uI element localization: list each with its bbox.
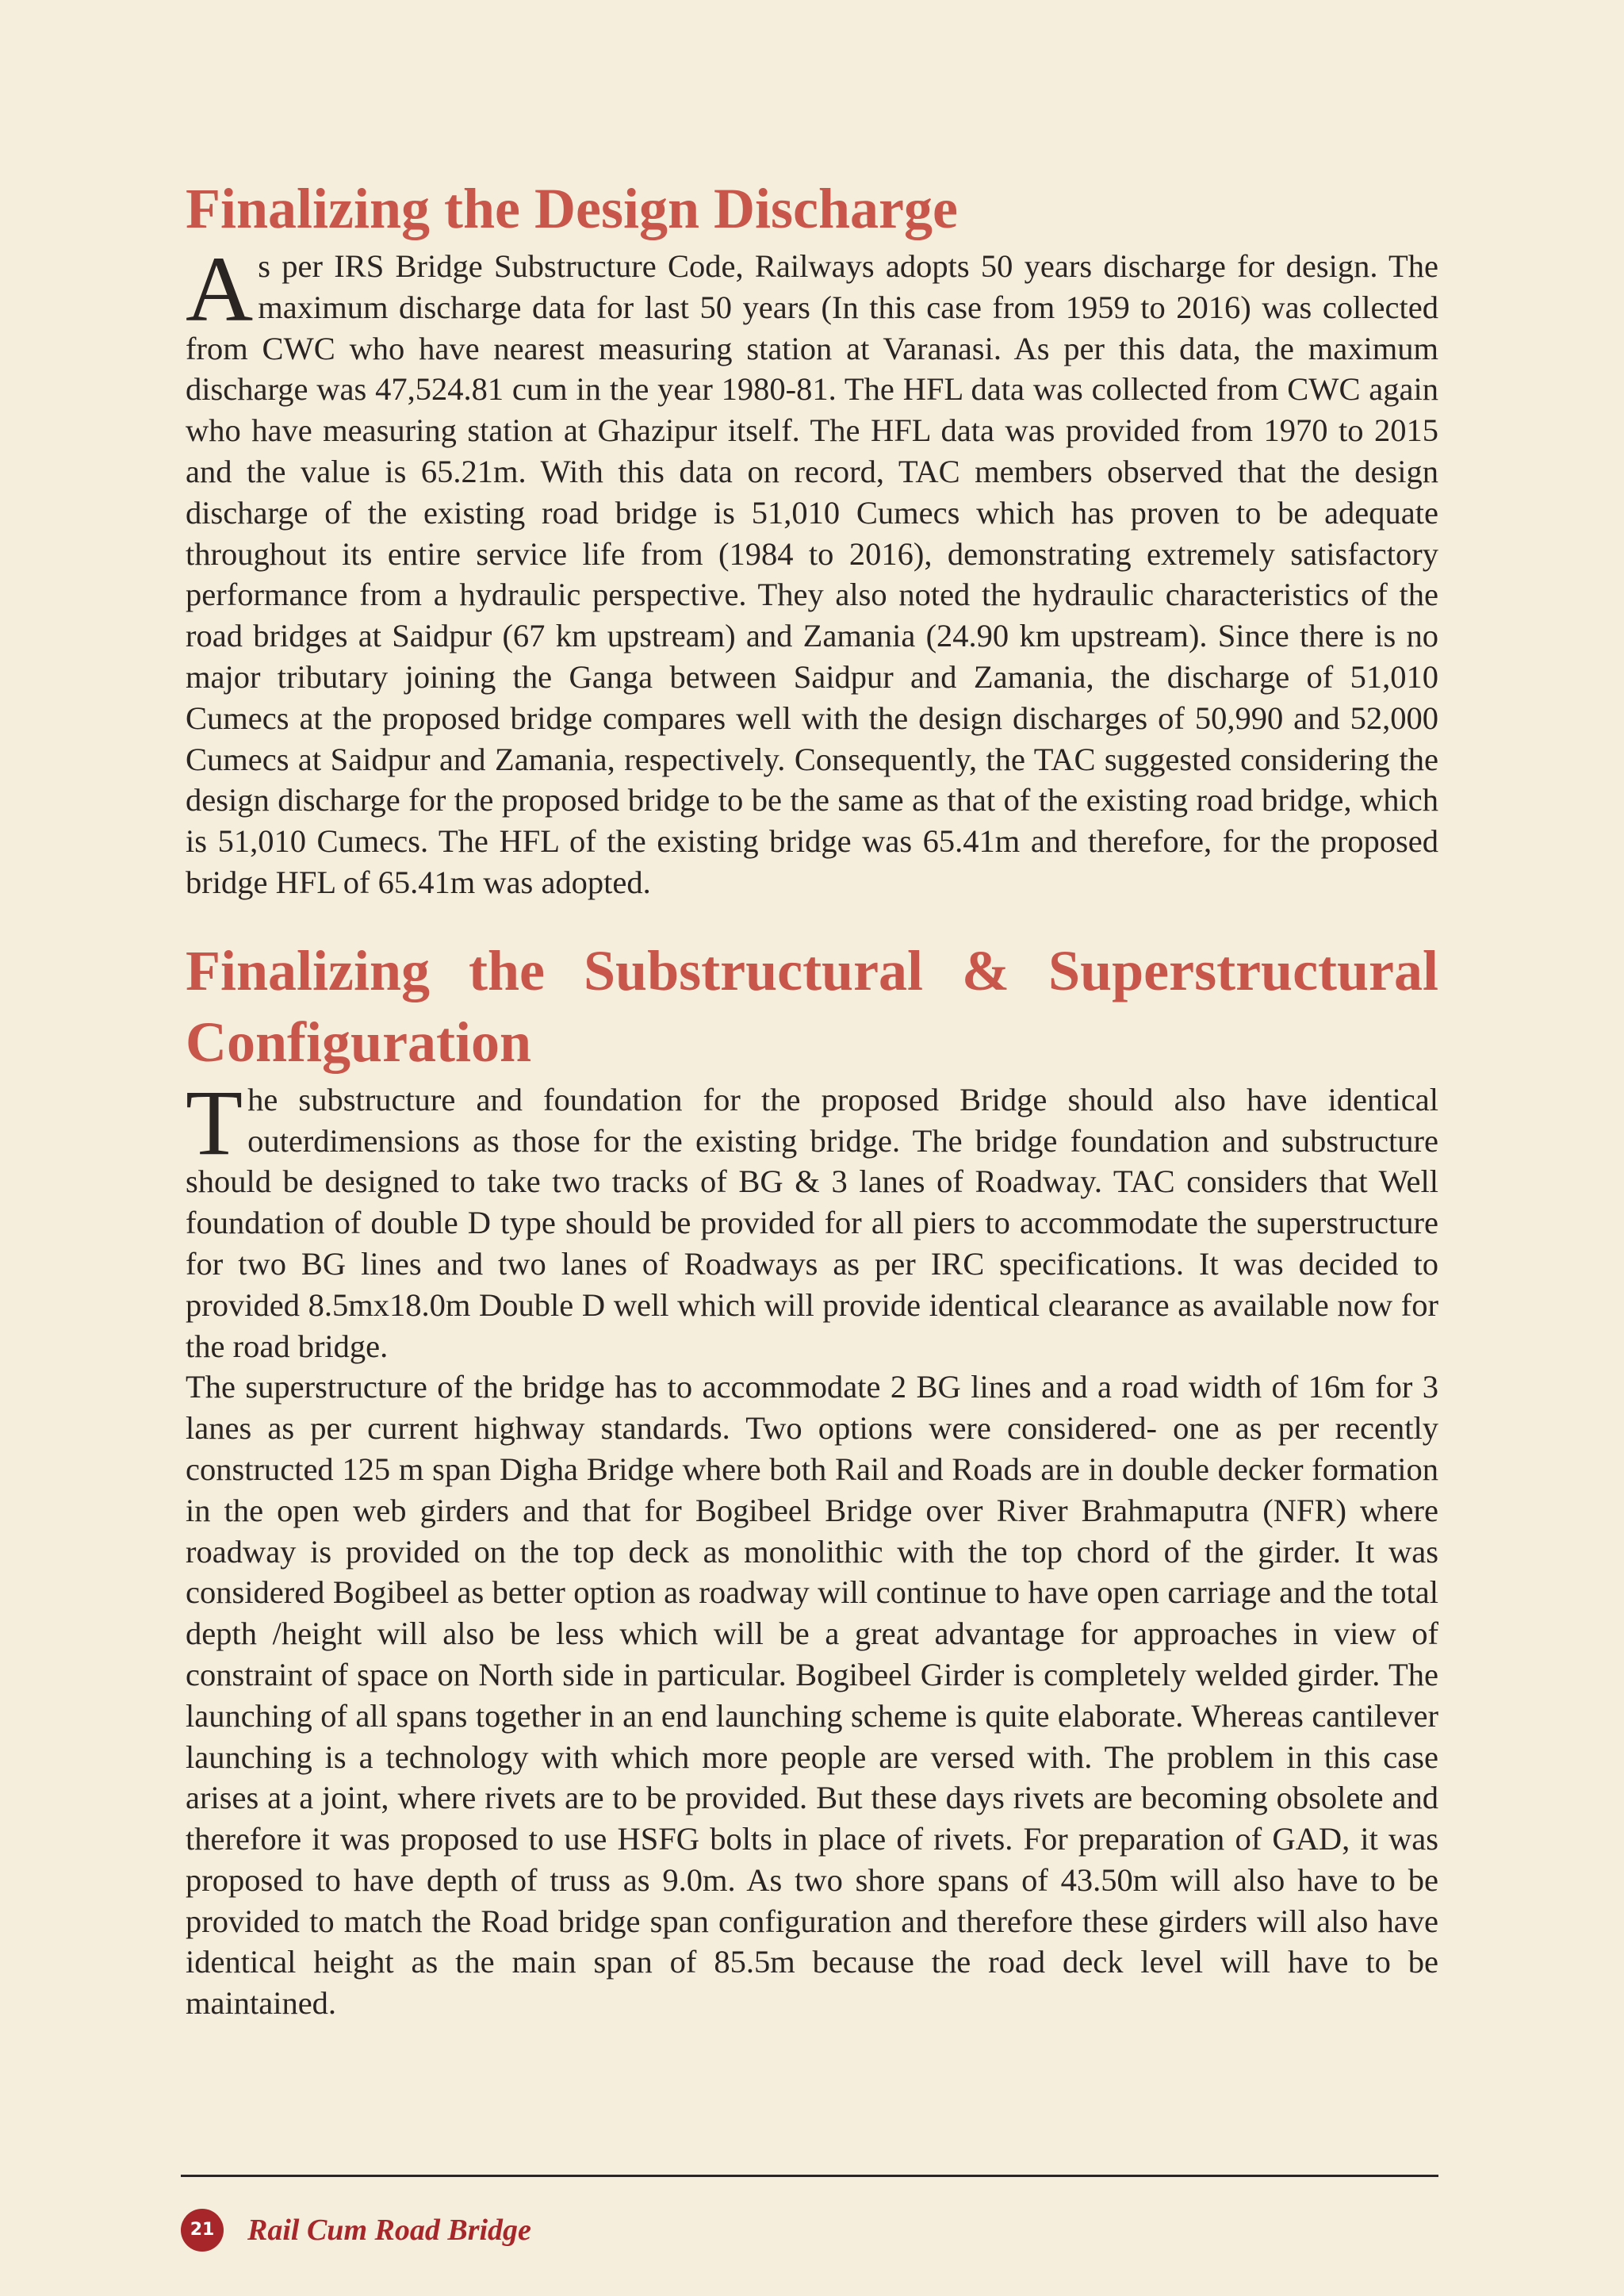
configuration-text-1: he substructure and foundation for the proposed Bridge should also have identical outerdimensions as those for the existing bridge. The bridge foundation and substructure should be designed to take two tracks of BG & 3 lanes of Roadway. TAC considers that Well foundation of double D type should be provided for all piers to accommodate the superstructure for two BG lines and two lanes of Roadways as per IRC specifications. It was decided to provided 8.5mx18.0m Double D well which will provide identical clearance as available now for the road bridge.	[186, 1081, 1438, 1364]
design-discharge-paragraph	[186, 237, 1438, 903]
dropcap-t: T	[186, 1070, 243, 1175]
section-heading-design-discharge: Finalizing the Design Discharge	[186, 177, 958, 240]
configuration-paragraph-1	[186, 1070, 1438, 1367]
configuration-paragraph-2: The superstructure of the bridge has to accommodate 2 BG lines and a road width of 16m for 3 lanes as per current highway standards. Two options were considered- one as per recently constructed 125 m span Digha Bridge where both Rail and Roads are in double decker formation in the open web girders and that for Bogibeel Bridge over River Brahmaputra (NFR) where roadway is provided on the top deck as monolithic with the top chord of the girder. It was considered Bogibeel as better option as roadway will continue to have open carriage and the total depth /height will also be less which will be a great advantage for approaches in view of constraint of space on North side in particular. Bogibeel Girder is completely welded girder. The launching of all spans together in an end launching scheme is quite elaborate. Whereas cantilever launching is a technology with which more people are versed with. The problem in this case arises at a joint, where rivets are to be provided. But these days rivets are becoming obsolete and therefore it was proposed to use HSFG bolts in place of rivets. For preparation of GAD, it was proposed to have depth of truss as 9.0m. As two shore spans of 43.50m will also have to be provided to match the Road bridge span configuration and therefore these girders will also have identical height as the main span of 85.5m because the road deck level will have to be maintained.	[186, 1369, 1438, 2022]
dropcap-a: A	[186, 237, 254, 341]
footer-divider	[181, 2175, 1438, 2177]
page-number-badge: 21	[181, 2209, 224, 2252]
section-heading-configuration: Finalizing the Substructural & Superstructural Configuration	[186, 938, 1438, 1074]
running-title: Rail Cum Road Bridge	[247, 2214, 531, 2247]
page-content	[186, 173, 1438, 2024]
design-discharge-text: s per IRS Bridge Substructure Code, Railways adopts 50 years discharge for design. The maximum discharge data for last 50 years (In this case from 1959 to 2016) was collected from CWC who have nearest measuring station at Varanasi. As per this data, the maximum discharge was 47,524.81 cum in the year 1980-81. The HFL data was collected from CWC again who have measuring station at Ghazipur itself. The HFL data was provided from 1970 to 2015 and the value is 65.21m. With this data on record, TAC members observed that the design discharge of the existing road bridge is 51,010 Cumecs which has proven to be adequate throughout its entire service life from (1984 to 2016), demonstrating extremely satisfactory performance from a hydraulic perspective. They also noted the hydraulic characteristics of the road bridges at Saidpur (67 km upstream) and Zamania (24.90 km upstream). Since there is no major tributary joining the Ganga between Saidpur and Zamania, the discharge of 51,010 Cumecs at the proposed bridge compares well with the design discharges of 50,990 and 52,000 Cumecs at Saidpur and Zamania, respectively. Consequently, the TAC suggested considering the design discharge for the proposed bridge to be the same as that of the existing road bridge, which is 51,010 Cumecs. The HFL of the existing bridge was 65.41m and therefore, for the proposed bridge HFL of 65.41m was adopted.	[186, 248, 1438, 900]
